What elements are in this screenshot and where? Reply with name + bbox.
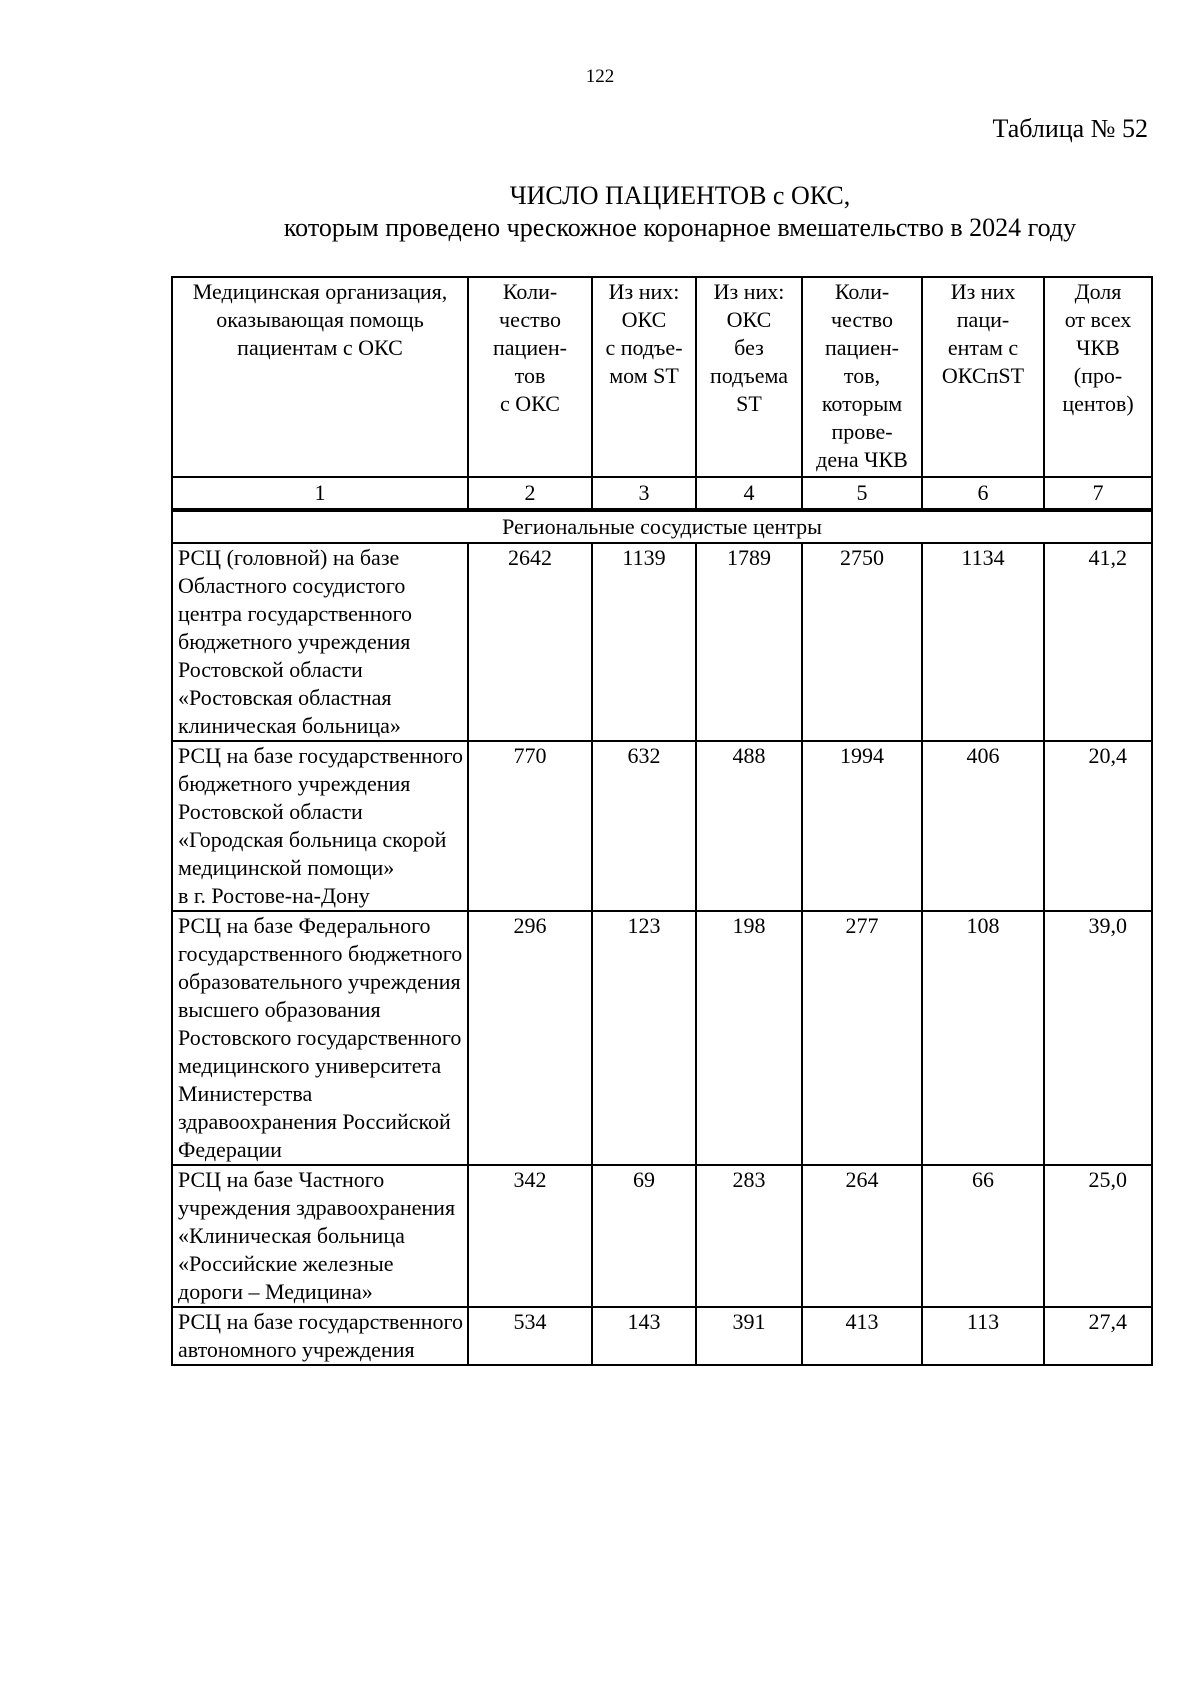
no-st-elevation-count: 283 xyxy=(697,1166,803,1308)
data-table xyxy=(171,276,1153,1366)
column-number: 4 xyxy=(697,478,803,512)
section-title: Региональные сосудистые центры xyxy=(173,512,1151,544)
pci-stemi-count: 66 xyxy=(923,1166,1045,1308)
table-row xyxy=(173,544,1151,742)
column-number: 7 xyxy=(1045,478,1151,512)
pci-share: 39,0 xyxy=(1045,912,1151,1166)
pci-count: 277 xyxy=(803,912,923,1166)
st-elevation-count: 1139 xyxy=(593,544,697,742)
pci-stemi-count: 108 xyxy=(923,912,1045,1166)
pci-share: 25,0 xyxy=(1045,1166,1151,1308)
table-label: Таблица № 52 xyxy=(992,114,1148,143)
pci-stemi-count: 113 xyxy=(923,1308,1045,1364)
st-elevation-count: 632 xyxy=(593,742,697,912)
patients-count: 342 xyxy=(469,1166,593,1308)
section-row xyxy=(173,512,1151,544)
column-number-row xyxy=(173,478,1151,512)
pci-stemi-count: 406 xyxy=(923,742,1045,912)
header-cell-pci-patients xyxy=(803,278,923,478)
pci-count: 2750 xyxy=(803,544,923,742)
column-number: 3 xyxy=(593,478,697,512)
pci-count: 264 xyxy=(803,1166,923,1308)
st-elevation-count: 69 xyxy=(593,1166,697,1308)
pci-share: 20,4 xyxy=(1045,742,1151,912)
header-row xyxy=(173,278,1151,478)
organization-name: РСЦ на базе Частного учреждения здравоохранения «Клиническая больница «Российские железные дороги – Медицина» xyxy=(173,1166,469,1308)
patients-count: 2642 xyxy=(469,544,593,742)
no-st-elevation-count: 488 xyxy=(697,742,803,912)
pci-share: 41,2 xyxy=(1045,544,1151,742)
header-cell-share xyxy=(1045,278,1151,478)
header-cell-pci-stemi xyxy=(923,278,1045,478)
header-cell-patients xyxy=(469,278,593,478)
pci-share: 27,4 xyxy=(1088,1309,1127,1334)
pci-count: 413 xyxy=(803,1308,923,1364)
organization-name: РСЦ на базе государственного бюджетного учреждения Ростовской области «Городская больница скорой медицинской помощи» в г. Ростове-на-Дону xyxy=(173,742,469,912)
pci-count: 1994 xyxy=(803,742,923,912)
st-elevation-count: 143 xyxy=(593,1308,697,1364)
table-row xyxy=(173,1308,1151,1364)
header-cell-no-st-elevation xyxy=(697,278,803,478)
no-st-elevation-count: 1789 xyxy=(697,544,803,742)
header-cell-st-elevation xyxy=(593,278,697,478)
title-line-2: которым проведено чрескожное коронарное вмешательство в 2024 году xyxy=(283,213,1077,242)
no-st-elevation-count: 198 xyxy=(697,912,803,1166)
patients-count: 534 xyxy=(469,1308,593,1364)
table-row xyxy=(173,912,1151,1166)
title-line-1: ЧИСЛО ПАЦИЕНТОВ с ОКС, xyxy=(509,181,851,210)
header-text: Коли- чество пациен- тов с ОКС xyxy=(493,279,567,416)
no-st-elevation-count: 391 xyxy=(697,1308,803,1364)
organization-name: РСЦ на базе государственного автономного учреждения xyxy=(173,1308,469,1364)
column-number: 2 xyxy=(469,478,593,512)
header-text: Доля от всех ЧКВ (про- центов) xyxy=(1062,279,1134,416)
table-row xyxy=(173,1166,1151,1308)
header-text: Коли- чество пациен- тов, которым прове- дена ЧКВ xyxy=(816,279,908,472)
table-row xyxy=(173,742,1151,912)
patients-count: 296 xyxy=(469,912,593,1166)
organization-name: РСЦ (головной) на базе Областного сосудистого центра государственного бюджетного учреждения Ростовской области «Ростовская областная клиническая больница» xyxy=(173,544,469,742)
page-number: 122 xyxy=(585,66,615,87)
column-number: 5 xyxy=(803,478,923,512)
document-title xyxy=(200,180,1160,244)
st-elevation-count: 123 xyxy=(593,912,697,1166)
header-text: Из них: ОКС с подъе- мом ST xyxy=(605,279,683,388)
header-text: Из них: ОКС без подъема ST xyxy=(709,279,788,416)
column-number: 6 xyxy=(923,478,1045,512)
column-number: 1 xyxy=(173,478,469,512)
header-text: Медицинская организация, оказывающая помощь пациентам с ОКС xyxy=(192,279,448,360)
patients-count: 770 xyxy=(469,742,593,912)
pci-stemi-count: 1134 xyxy=(923,544,1045,742)
header-text: Из них паци- ентам с ОКСпST xyxy=(941,279,1025,388)
header-cell-organization xyxy=(173,278,469,478)
organization-name: РСЦ на базе Федерального государственного бюджетного образовательного учреждения высшего образования Ростовского государственного медицинского университета Министерства здравоохранения Российской Федерации xyxy=(173,912,469,1166)
